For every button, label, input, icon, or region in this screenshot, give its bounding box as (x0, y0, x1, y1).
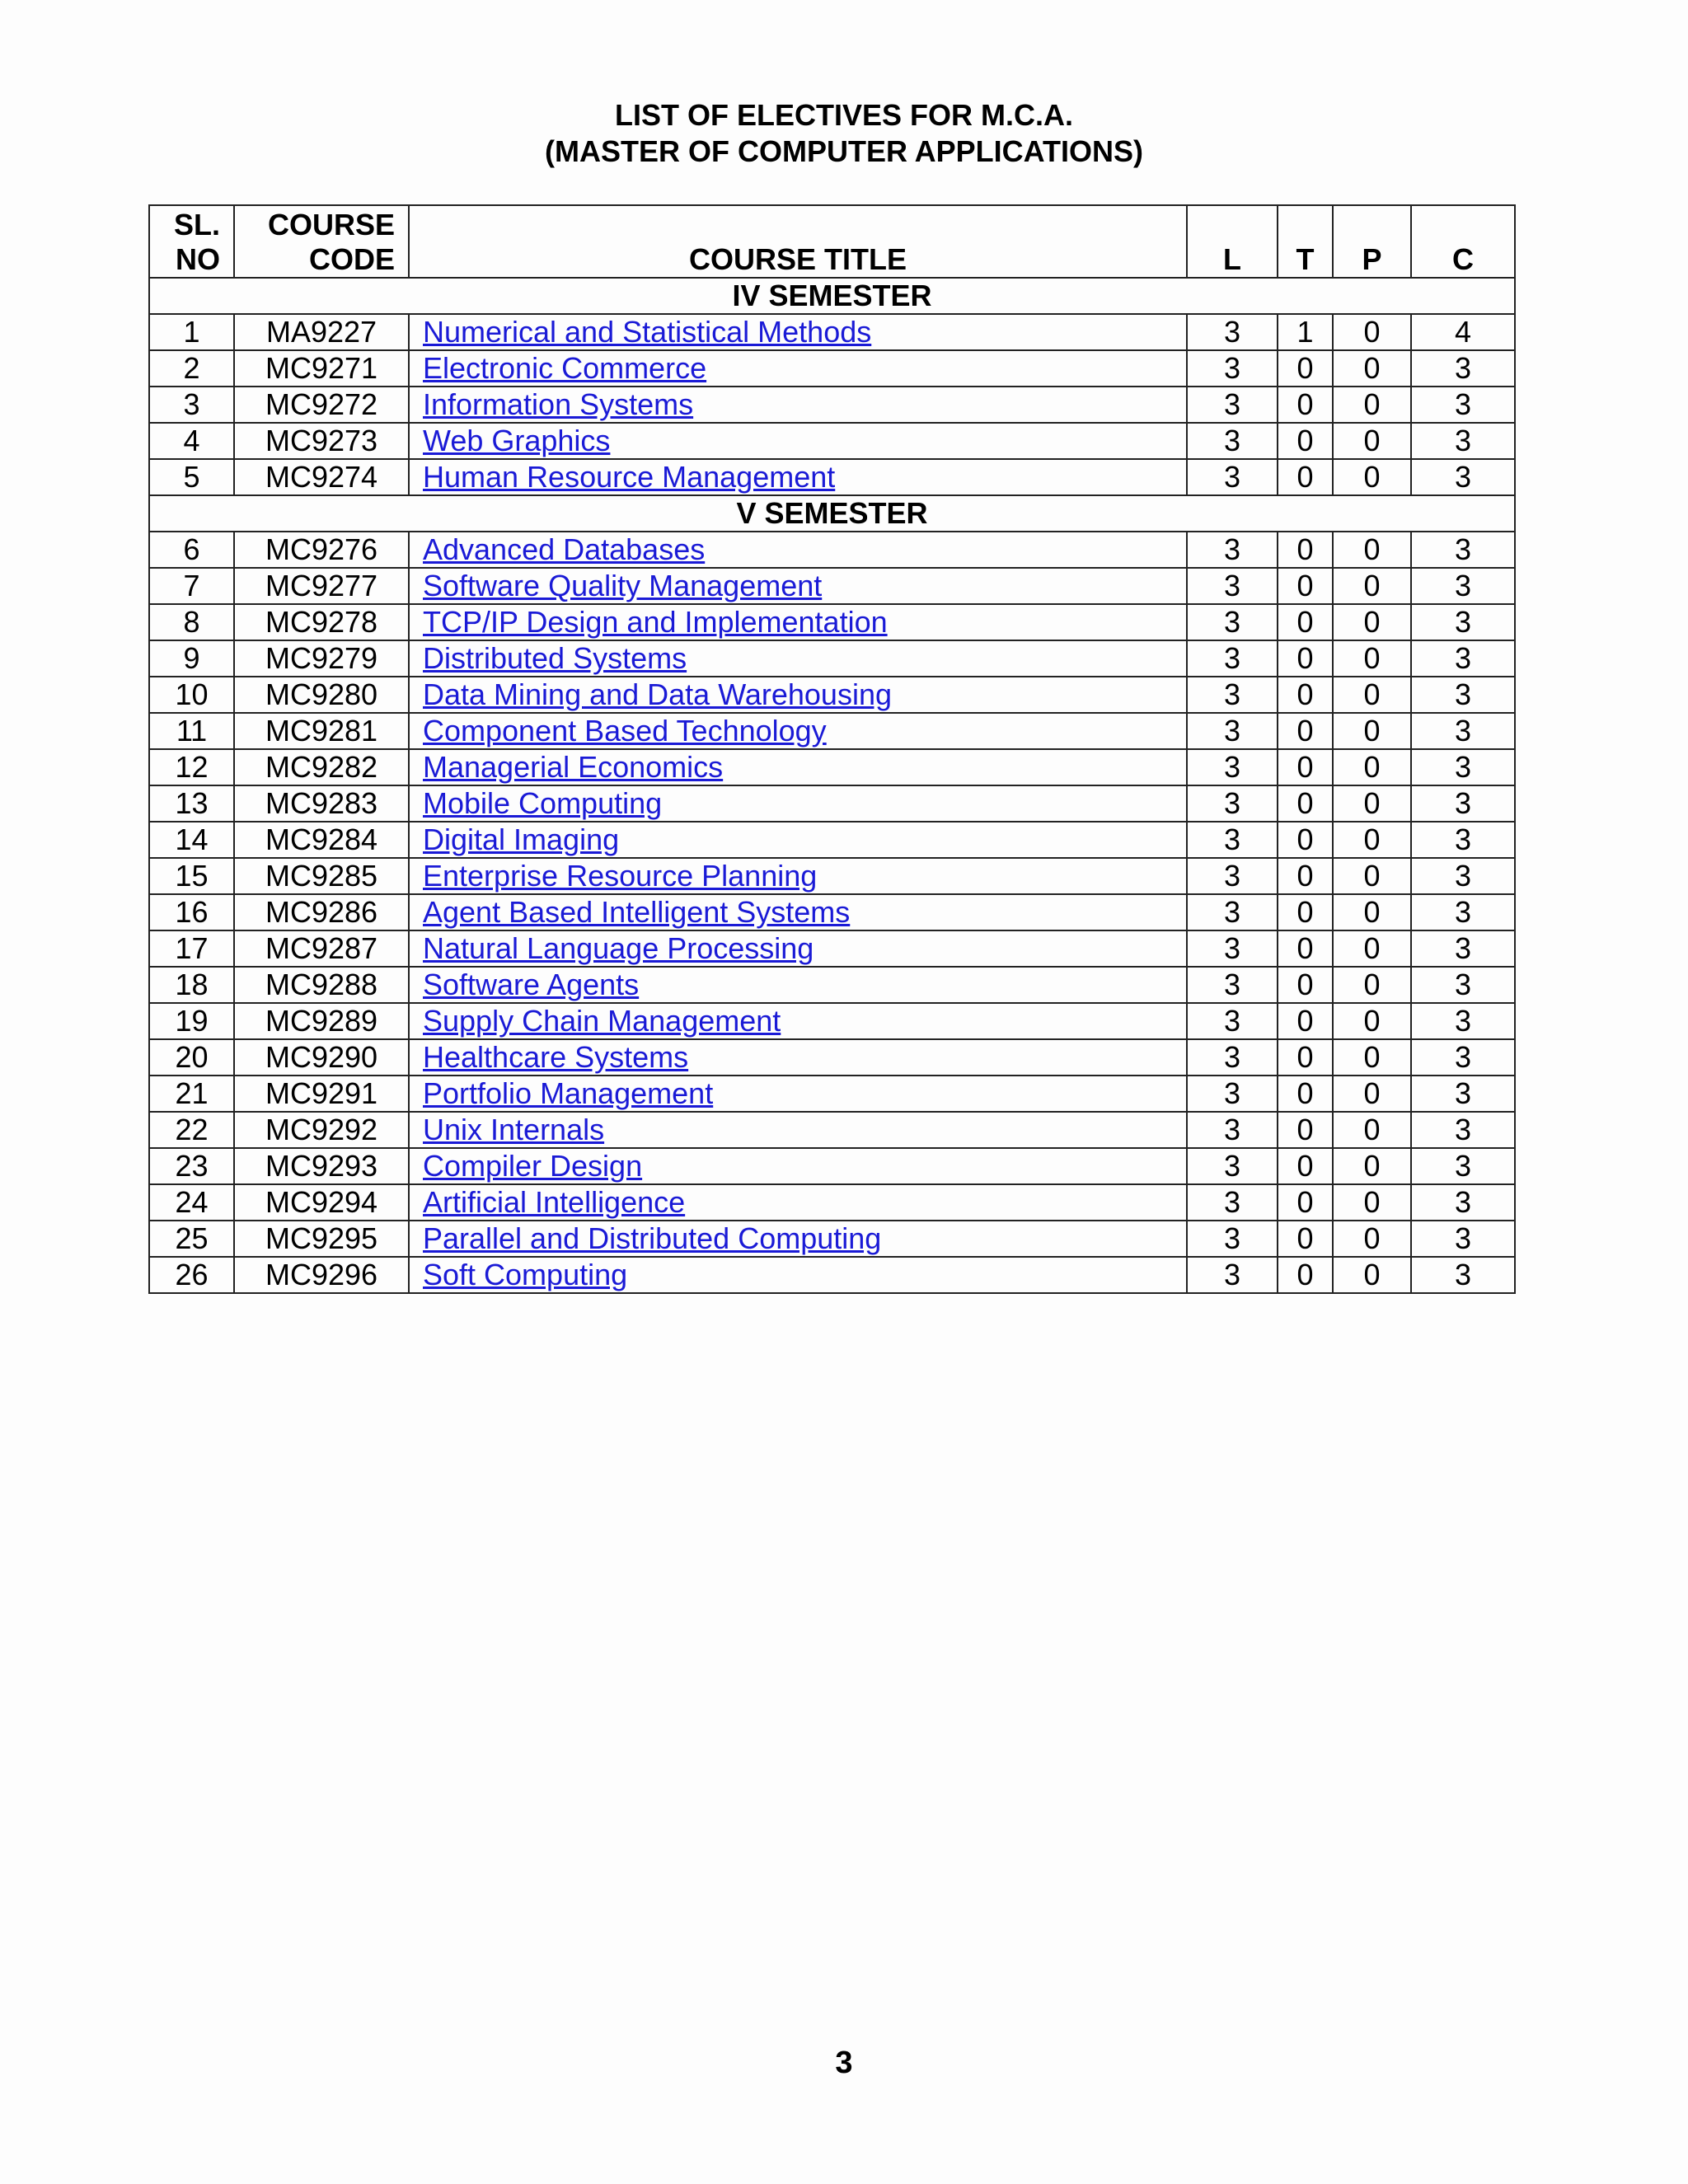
cell-t: 0 (1278, 1221, 1333, 1257)
header-p: P (1333, 205, 1411, 278)
page-title-line2: (MASTER OF COMPUTER APPLICATIONS) (545, 134, 1143, 168)
course-title-link[interactable]: Managerial Economics (423, 750, 724, 784)
cell-course-title (409, 858, 1187, 894)
cell-c: 3 (1411, 1148, 1515, 1184)
table-row (149, 640, 1515, 677)
cell-l: 3 (1187, 532, 1278, 568)
cell-course-title (409, 1221, 1187, 1257)
cell-t: 0 (1278, 749, 1333, 785)
header-code-line1: COURSE (267, 208, 395, 241)
cell-l: 3 (1187, 568, 1278, 604)
course-title-link[interactable]: Electronic Commerce (423, 351, 707, 385)
cell-course-code: MC9274 (234, 459, 409, 495)
course-title-link[interactable]: Data Mining and Data Warehousing (423, 677, 892, 711)
cell-course-title (409, 785, 1187, 822)
table-row (149, 1257, 1515, 1293)
cell-l: 3 (1187, 387, 1278, 423)
course-title-link[interactable]: Healthcare Systems (423, 1040, 689, 1074)
cell-l: 3 (1187, 822, 1278, 858)
course-title-link[interactable]: Portfolio Management (423, 1076, 714, 1110)
cell-course-title (409, 350, 1187, 387)
cell-p: 0 (1333, 1221, 1411, 1257)
cell-c: 3 (1411, 967, 1515, 1003)
cell-l: 3 (1187, 858, 1278, 894)
electives-table (148, 204, 1516, 1294)
cell-course-title (409, 532, 1187, 568)
cell-course-code: MC9292 (234, 1112, 409, 1148)
cell-course-code: MC9283 (234, 785, 409, 822)
cell-t: 0 (1278, 604, 1333, 640)
cell-p: 0 (1333, 387, 1411, 423)
cell-course-title (409, 640, 1187, 677)
cell-c: 3 (1411, 387, 1515, 423)
table-row (149, 1148, 1515, 1184)
cell-l: 3 (1187, 1112, 1278, 1148)
course-title-link[interactable]: Parallel and Distributed Computing (423, 1221, 882, 1255)
cell-course-title (409, 894, 1187, 930)
cell-course-title (409, 749, 1187, 785)
cell-c: 4 (1411, 314, 1515, 350)
cell-t: 0 (1278, 350, 1333, 387)
cell-p: 0 (1333, 677, 1411, 713)
cell-sl-no: 25 (149, 1221, 234, 1257)
table-row (149, 1112, 1515, 1148)
cell-course-code: MC9280 (234, 677, 409, 713)
cell-c: 3 (1411, 1112, 1515, 1148)
cell-course-title (409, 1039, 1187, 1076)
cell-course-code: MC9285 (234, 858, 409, 894)
semester-heading: V SEMESTER (149, 495, 1515, 532)
cell-l: 3 (1187, 1221, 1278, 1257)
cell-p: 0 (1333, 604, 1411, 640)
cell-t: 0 (1278, 822, 1333, 858)
cell-t: 0 (1278, 1257, 1333, 1293)
cell-course-code: MC9284 (234, 822, 409, 858)
cell-c: 3 (1411, 677, 1515, 713)
cell-c: 3 (1411, 894, 1515, 930)
cell-course-code: MC9282 (234, 749, 409, 785)
page-title-line1: LIST OF ELECTIVES FOR M.C.A. (614, 98, 1073, 132)
cell-c: 3 (1411, 1076, 1515, 1112)
cell-t: 0 (1278, 1039, 1333, 1076)
cell-c: 3 (1411, 785, 1515, 822)
course-title-link[interactable]: Unix Internals (423, 1113, 605, 1146)
table-row (149, 459, 1515, 495)
table-row (149, 677, 1515, 713)
cell-p: 0 (1333, 350, 1411, 387)
cell-sl-no: 5 (149, 459, 234, 495)
cell-sl-no: 17 (149, 930, 234, 967)
table-row (149, 749, 1515, 785)
cell-course-code: MC9281 (234, 713, 409, 749)
header-code-line2: CODE (308, 242, 395, 276)
table-row (149, 713, 1515, 749)
cell-t: 0 (1278, 930, 1333, 967)
cell-course-code: MC9271 (234, 350, 409, 387)
cell-t: 0 (1278, 568, 1333, 604)
header-sl-line1: SL. (173, 208, 220, 241)
cell-t: 0 (1278, 1076, 1333, 1112)
cell-sl-no: 13 (149, 785, 234, 822)
cell-sl-no: 12 (149, 749, 234, 785)
cell-course-code: MC9279 (234, 640, 409, 677)
header-t: T (1278, 205, 1333, 278)
cell-course-title (409, 930, 1187, 967)
course-title-link[interactable]: Software Agents (423, 968, 640, 1001)
cell-c: 3 (1411, 858, 1515, 894)
cell-sl-no: 14 (149, 822, 234, 858)
header-sl-no (149, 205, 234, 278)
cell-sl-no: 3 (149, 387, 234, 423)
cell-course-title (409, 677, 1187, 713)
course-title-link[interactable]: Soft Computing (423, 1258, 628, 1291)
cell-t: 0 (1278, 1003, 1333, 1039)
cell-c: 3 (1411, 1003, 1515, 1039)
cell-l: 3 (1187, 459, 1278, 495)
cell-sl-no: 21 (149, 1076, 234, 1112)
header-sl-line2: NO (176, 242, 220, 276)
cell-l: 3 (1187, 423, 1278, 459)
table-row (149, 314, 1515, 350)
cell-c: 3 (1411, 459, 1515, 495)
course-title-link[interactable]: Software Quality Management (423, 569, 823, 602)
cell-p: 0 (1333, 568, 1411, 604)
course-title-link[interactable]: Web Graphics (423, 424, 611, 457)
course-title-link[interactable]: Compiler Design (423, 1149, 643, 1183)
cell-l: 3 (1187, 604, 1278, 640)
cell-p: 0 (1333, 822, 1411, 858)
semester-heading: IV SEMESTER (149, 278, 1515, 314)
header-l: L (1187, 205, 1278, 278)
cell-t: 0 (1278, 459, 1333, 495)
cell-p: 0 (1333, 1039, 1411, 1076)
cell-course-title (409, 822, 1187, 858)
course-title-link[interactable]: Digital Imaging (423, 823, 620, 856)
cell-p: 0 (1333, 1076, 1411, 1112)
cell-l: 3 (1187, 677, 1278, 713)
cell-course-code: MC9296 (234, 1257, 409, 1293)
cell-p: 0 (1333, 930, 1411, 967)
cell-c: 3 (1411, 1221, 1515, 1257)
course-title-link[interactable]: Information Systems (423, 387, 694, 421)
cell-t: 0 (1278, 423, 1333, 459)
course-title-link[interactable]: Agent Based Intelligent Systems (423, 895, 851, 929)
cell-sl-no: 6 (149, 532, 234, 568)
course-title-link[interactable]: Distributed Systems (423, 641, 687, 675)
cell-sl-no: 18 (149, 967, 234, 1003)
cell-p: 0 (1333, 459, 1411, 495)
table-row (149, 894, 1515, 930)
cell-l: 3 (1187, 894, 1278, 930)
cell-course-title (409, 568, 1187, 604)
table-row (149, 1003, 1515, 1039)
header-c: C (1411, 205, 1515, 278)
table-row (149, 532, 1515, 568)
cell-c: 3 (1411, 713, 1515, 749)
cell-sl-no: 24 (149, 1184, 234, 1221)
semester-heading-row (149, 495, 1515, 532)
cell-t: 0 (1278, 894, 1333, 930)
page-number: 3 (835, 2046, 853, 2080)
cell-course-title (409, 387, 1187, 423)
course-title-link[interactable]: Mobile Computing (423, 786, 663, 820)
cell-p: 0 (1333, 713, 1411, 749)
cell-course-title (409, 423, 1187, 459)
cell-sl-no: 1 (149, 314, 234, 350)
page-title (0, 97, 1688, 170)
cell-t: 0 (1278, 677, 1333, 713)
cell-course-title (409, 1112, 1187, 1148)
cell-l: 3 (1187, 350, 1278, 387)
cell-c: 3 (1411, 930, 1515, 967)
cell-c: 3 (1411, 350, 1515, 387)
course-title-link[interactable]: Component Based Technology (423, 714, 827, 748)
table-row (149, 785, 1515, 822)
course-title-link[interactable]: Natural Language Processing (423, 931, 814, 965)
course-title-link[interactable]: Numerical and Statistical Methods (423, 315, 872, 349)
cell-sl-no: 2 (149, 350, 234, 387)
cell-sl-no: 7 (149, 568, 234, 604)
cell-l: 3 (1187, 785, 1278, 822)
header-course-title: COURSE TITLE (409, 205, 1187, 278)
cell-t: 0 (1278, 785, 1333, 822)
cell-course-title (409, 459, 1187, 495)
cell-c: 3 (1411, 749, 1515, 785)
course-title-link[interactable]: Advanced Databases (423, 532, 706, 566)
cell-course-title (409, 1184, 1187, 1221)
course-title-link[interactable]: Artificial Intelligence (423, 1185, 686, 1219)
cell-p: 0 (1333, 640, 1411, 677)
cell-sl-no: 15 (149, 858, 234, 894)
course-title-link[interactable]: TCP/IP Design and Implementation (423, 605, 888, 639)
cell-t: 1 (1278, 314, 1333, 350)
cell-course-title (409, 1003, 1187, 1039)
cell-course-code: MC9277 (234, 568, 409, 604)
cell-course-code: MC9294 (234, 1184, 409, 1221)
cell-l: 3 (1187, 640, 1278, 677)
cell-c: 3 (1411, 640, 1515, 677)
cell-sl-no: 23 (149, 1148, 234, 1184)
cell-p: 0 (1333, 423, 1411, 459)
cell-p: 0 (1333, 894, 1411, 930)
cell-t: 0 (1278, 858, 1333, 894)
table-row (149, 967, 1515, 1003)
table-row (149, 423, 1515, 459)
cell-course-title (409, 1076, 1187, 1112)
table-row (149, 350, 1515, 387)
cell-sl-no: 22 (149, 1112, 234, 1148)
header-course-code (234, 205, 409, 278)
table-row (149, 822, 1515, 858)
cell-course-code: MC9287 (234, 930, 409, 967)
cell-l: 3 (1187, 1148, 1278, 1184)
cell-c: 3 (1411, 423, 1515, 459)
table-body (149, 278, 1515, 1293)
cell-course-code: MA9227 (234, 314, 409, 350)
cell-course-title (409, 604, 1187, 640)
table-row (149, 1039, 1515, 1076)
table-header (149, 205, 1515, 278)
semester-heading-row (149, 278, 1515, 314)
cell-course-title (409, 967, 1187, 1003)
cell-c: 3 (1411, 1039, 1515, 1076)
cell-p: 0 (1333, 1184, 1411, 1221)
cell-l: 3 (1187, 713, 1278, 749)
cell-sl-no: 16 (149, 894, 234, 930)
cell-course-title (409, 314, 1187, 350)
cell-course-title (409, 713, 1187, 749)
cell-course-code: MC9293 (234, 1148, 409, 1184)
cell-p: 0 (1333, 1257, 1411, 1293)
cell-course-code: MC9272 (234, 387, 409, 423)
cell-sl-no: 4 (149, 423, 234, 459)
table-row (149, 604, 1515, 640)
cell-sl-no: 8 (149, 604, 234, 640)
table-row (149, 1221, 1515, 1257)
cell-t: 0 (1278, 640, 1333, 677)
cell-t: 0 (1278, 967, 1333, 1003)
cell-p: 0 (1333, 1003, 1411, 1039)
cell-l: 3 (1187, 749, 1278, 785)
cell-l: 3 (1187, 967, 1278, 1003)
table-row (149, 1076, 1515, 1112)
cell-p: 0 (1333, 785, 1411, 822)
cell-c: 3 (1411, 532, 1515, 568)
course-title-link[interactable]: Enterprise Resource Planning (423, 859, 818, 893)
cell-p: 0 (1333, 1112, 1411, 1148)
cell-p: 0 (1333, 858, 1411, 894)
table-row (149, 387, 1515, 423)
course-title-link[interactable]: Human Resource Management (423, 460, 836, 494)
cell-t: 0 (1278, 387, 1333, 423)
cell-sl-no: 19 (149, 1003, 234, 1039)
cell-course-code: MC9286 (234, 894, 409, 930)
cell-l: 3 (1187, 1039, 1278, 1076)
cell-c: 3 (1411, 1184, 1515, 1221)
cell-c: 3 (1411, 1257, 1515, 1293)
cell-course-code: MC9290 (234, 1039, 409, 1076)
cell-p: 0 (1333, 314, 1411, 350)
table-row (149, 1184, 1515, 1221)
cell-sl-no: 10 (149, 677, 234, 713)
cell-p: 0 (1333, 1148, 1411, 1184)
cell-l: 3 (1187, 1257, 1278, 1293)
cell-sl-no: 20 (149, 1039, 234, 1076)
table-row (149, 930, 1515, 967)
cell-l: 3 (1187, 1003, 1278, 1039)
table-row (149, 858, 1515, 894)
cell-course-code: MC9291 (234, 1076, 409, 1112)
cell-t: 0 (1278, 1184, 1333, 1221)
cell-t: 0 (1278, 532, 1333, 568)
cell-l: 3 (1187, 930, 1278, 967)
cell-sl-no: 26 (149, 1257, 234, 1293)
cell-t: 0 (1278, 1148, 1333, 1184)
cell-p: 0 (1333, 532, 1411, 568)
cell-p: 0 (1333, 967, 1411, 1003)
cell-l: 3 (1187, 1184, 1278, 1221)
table-row (149, 568, 1515, 604)
cell-course-code: MC9276 (234, 532, 409, 568)
course-title-link[interactable]: Supply Chain Management (423, 1004, 781, 1038)
cell-course-title (409, 1148, 1187, 1184)
cell-c: 3 (1411, 568, 1515, 604)
cell-course-code: MC9278 (234, 604, 409, 640)
cell-course-title (409, 1257, 1187, 1293)
cell-c: 3 (1411, 604, 1515, 640)
cell-course-code: MC9295 (234, 1221, 409, 1257)
cell-c: 3 (1411, 822, 1515, 858)
cell-l: 3 (1187, 314, 1278, 350)
cell-t: 0 (1278, 713, 1333, 749)
cell-sl-no: 11 (149, 713, 234, 749)
cell-course-code: MC9288 (234, 967, 409, 1003)
cell-course-code: MC9289 (234, 1003, 409, 1039)
cell-t: 0 (1278, 1112, 1333, 1148)
cell-sl-no: 9 (149, 640, 234, 677)
cell-course-code: MC9273 (234, 423, 409, 459)
cell-p: 0 (1333, 749, 1411, 785)
cell-l: 3 (1187, 1076, 1278, 1112)
